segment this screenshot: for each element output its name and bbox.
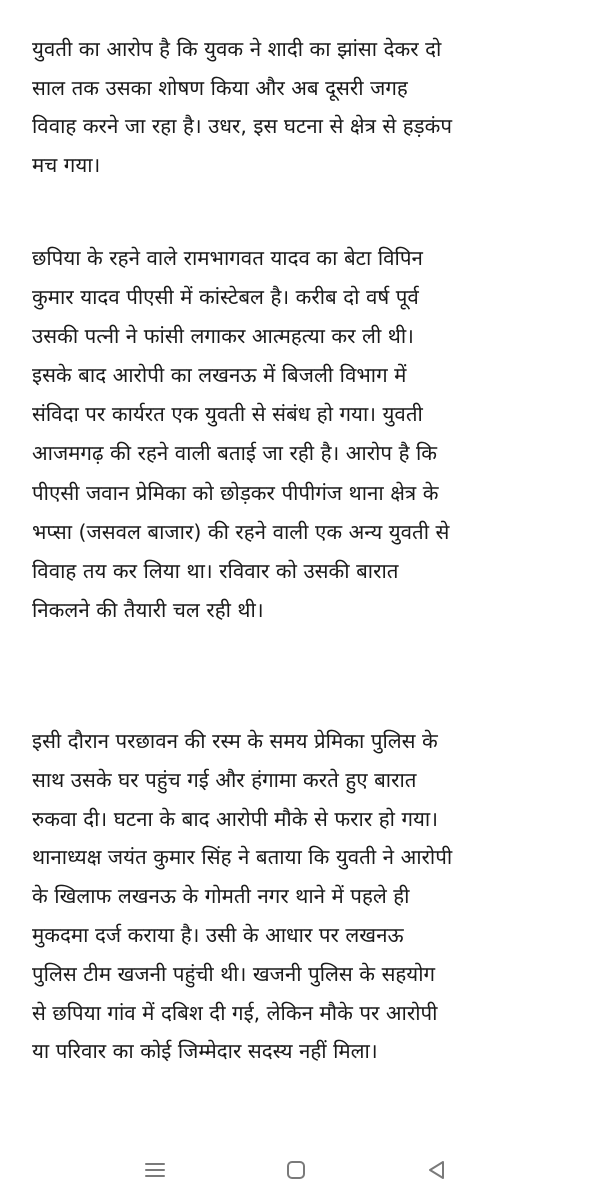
paragraph-line: विवाह तय कर लिया था। रविवार को उसकी बारात bbox=[32, 558, 399, 583]
paragraph-line: पीएसी जवान प्रेमिका को छोड़कर पीपीगंज थाना क्षेत्र के bbox=[32, 480, 439, 505]
paragraph-line: निकलने की तैयारी चल रही थी। bbox=[32, 597, 264, 622]
paragraph-line: पुलिस टीम खजनी पहुंची थी। खजनी पुलिस के सहयोग bbox=[32, 961, 436, 986]
paragraph-line: आजमगढ़ की रहने वाली बताई जा रही है। आरोप है कि bbox=[32, 441, 438, 466]
paragraph-line: मुकदमा दर्ज कराया है। उसी के आधार पर लखनऊ bbox=[32, 922, 404, 947]
paragraph-line: विवाह करने जा रहा है। उधर, इस घटना से क्षेत्र से हड़कंप bbox=[32, 114, 453, 138]
home-square-icon bbox=[285, 1159, 307, 1181]
back-button[interactable] bbox=[417, 1156, 457, 1184]
cropped-previous-line bbox=[32, 0, 572, 12]
paragraph-line: इसके बाद आरोपी का लखनऊ में बिजली विभाग में bbox=[32, 363, 407, 388]
paragraph-line: रुकवा दी। घटना के बाद आरोपी मौके से फरार हो गया। bbox=[32, 806, 438, 831]
paragraph-line: के खिलाफ लखनऊ के गोमती नगर थाने में पहले ही bbox=[32, 884, 410, 909]
paragraph-line: छपिया के रहने वाले रामभागवत यादव का बेटा विपिन bbox=[32, 246, 423, 270]
home-button[interactable] bbox=[276, 1156, 316, 1184]
paragraph-3 bbox=[32, 722, 577, 1071]
paragraph-2 bbox=[32, 239, 577, 630]
paragraph-line: उसकी पत्नी ने फांसी लगाकर आत्महत्या कर ली थी। bbox=[32, 324, 414, 349]
paragraph-line: साथ उसके घर पहुंच गई और हंगामा करते हुए बारात bbox=[32, 767, 417, 792]
paragraph-line: थानाध्यक्ष जयंत कुमार सिंह ने बताया कि युवती ने आरोपी bbox=[32, 845, 453, 870]
paragraph-line: से छपिया गांव में दबिश दी गई, लेकिन मौके पर आरोपी bbox=[32, 1000, 438, 1025]
paragraph-line: या परिवार का कोई जिम्मेदार सदस्य नहीं मिला। bbox=[32, 1039, 378, 1064]
paragraph-line: संविदा पर कार्यरत एक युवती से संबंध हो गया। युवती bbox=[32, 402, 423, 427]
paragraph-line: भप्सा (जसवल बाजार) की रहने वाली एक अन्य युवती से bbox=[32, 519, 450, 544]
paragraph-line: कुमार यादव पीएसी में कांस्टेबल है। करीब दो वर्ष पूर्व bbox=[32, 285, 419, 310]
paragraph-line: मच गया। bbox=[32, 152, 101, 177]
recents-button[interactable] bbox=[135, 1156, 175, 1184]
paragraph-line: साल तक उसका शोषण किया और अब दूसरी जगह bbox=[32, 75, 408, 100]
paragraph-line: इसी दौरान परछावन की रस्म के समय प्रेमिका पुलिस के bbox=[32, 729, 438, 753]
system-navigation-bar bbox=[0, 1140, 593, 1199]
back-triangle-icon bbox=[426, 1159, 448, 1181]
paragraph-line: युवती का आरोप है कि युवक ने शादी का झांसा देकर दो bbox=[32, 37, 442, 61]
paragraph-1 bbox=[32, 30, 577, 184]
recents-lines-icon bbox=[144, 1161, 166, 1179]
